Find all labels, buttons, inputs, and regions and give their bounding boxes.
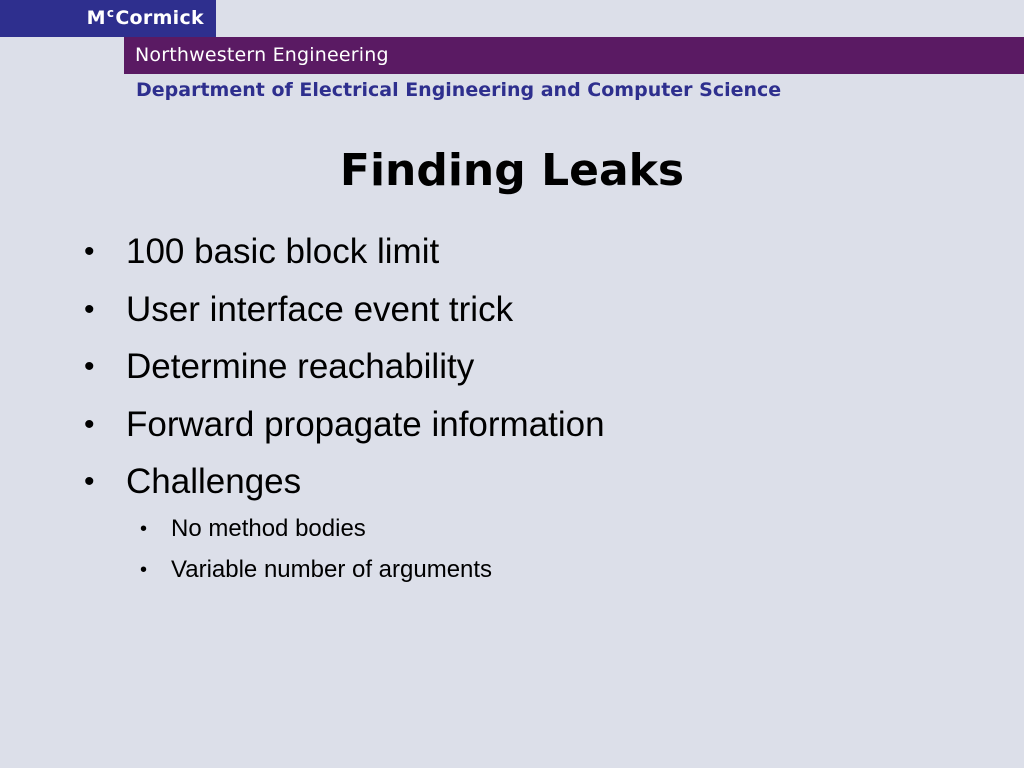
bullet-icon: • xyxy=(84,407,95,441)
bullet-item: • Determine reachability xyxy=(84,345,605,403)
bullet-icon: • xyxy=(84,465,95,498)
sub-bullet-list xyxy=(140,514,492,596)
bullet-icon: • xyxy=(140,518,148,540)
bullet-item: • Challenges xyxy=(84,460,605,518)
bullet-icon: • xyxy=(84,292,95,326)
slide-title: Finding Leaks xyxy=(339,145,685,196)
bullet-icon: • xyxy=(84,350,95,383)
department-name: Department of Electrical Engineering and Computer Science xyxy=(136,79,782,101)
bullet-icon: • xyxy=(140,559,148,581)
bullet-list xyxy=(84,230,605,518)
bullet-item: • 100 basic block limit xyxy=(84,230,605,288)
bullet-item: • Forward propagate information xyxy=(84,403,605,461)
mccormick-logo: $M^cCormick$ xyxy=(0,0,216,37)
school-name: Northwestern Engineering xyxy=(135,44,389,66)
sub-bullet-item: • No method bodies xyxy=(140,515,366,542)
bullet-item: • User interface event trick xyxy=(84,288,605,346)
bullet-icon: • xyxy=(84,235,95,268)
sub-bullet-item: • Variable number of arguments xyxy=(140,556,493,583)
